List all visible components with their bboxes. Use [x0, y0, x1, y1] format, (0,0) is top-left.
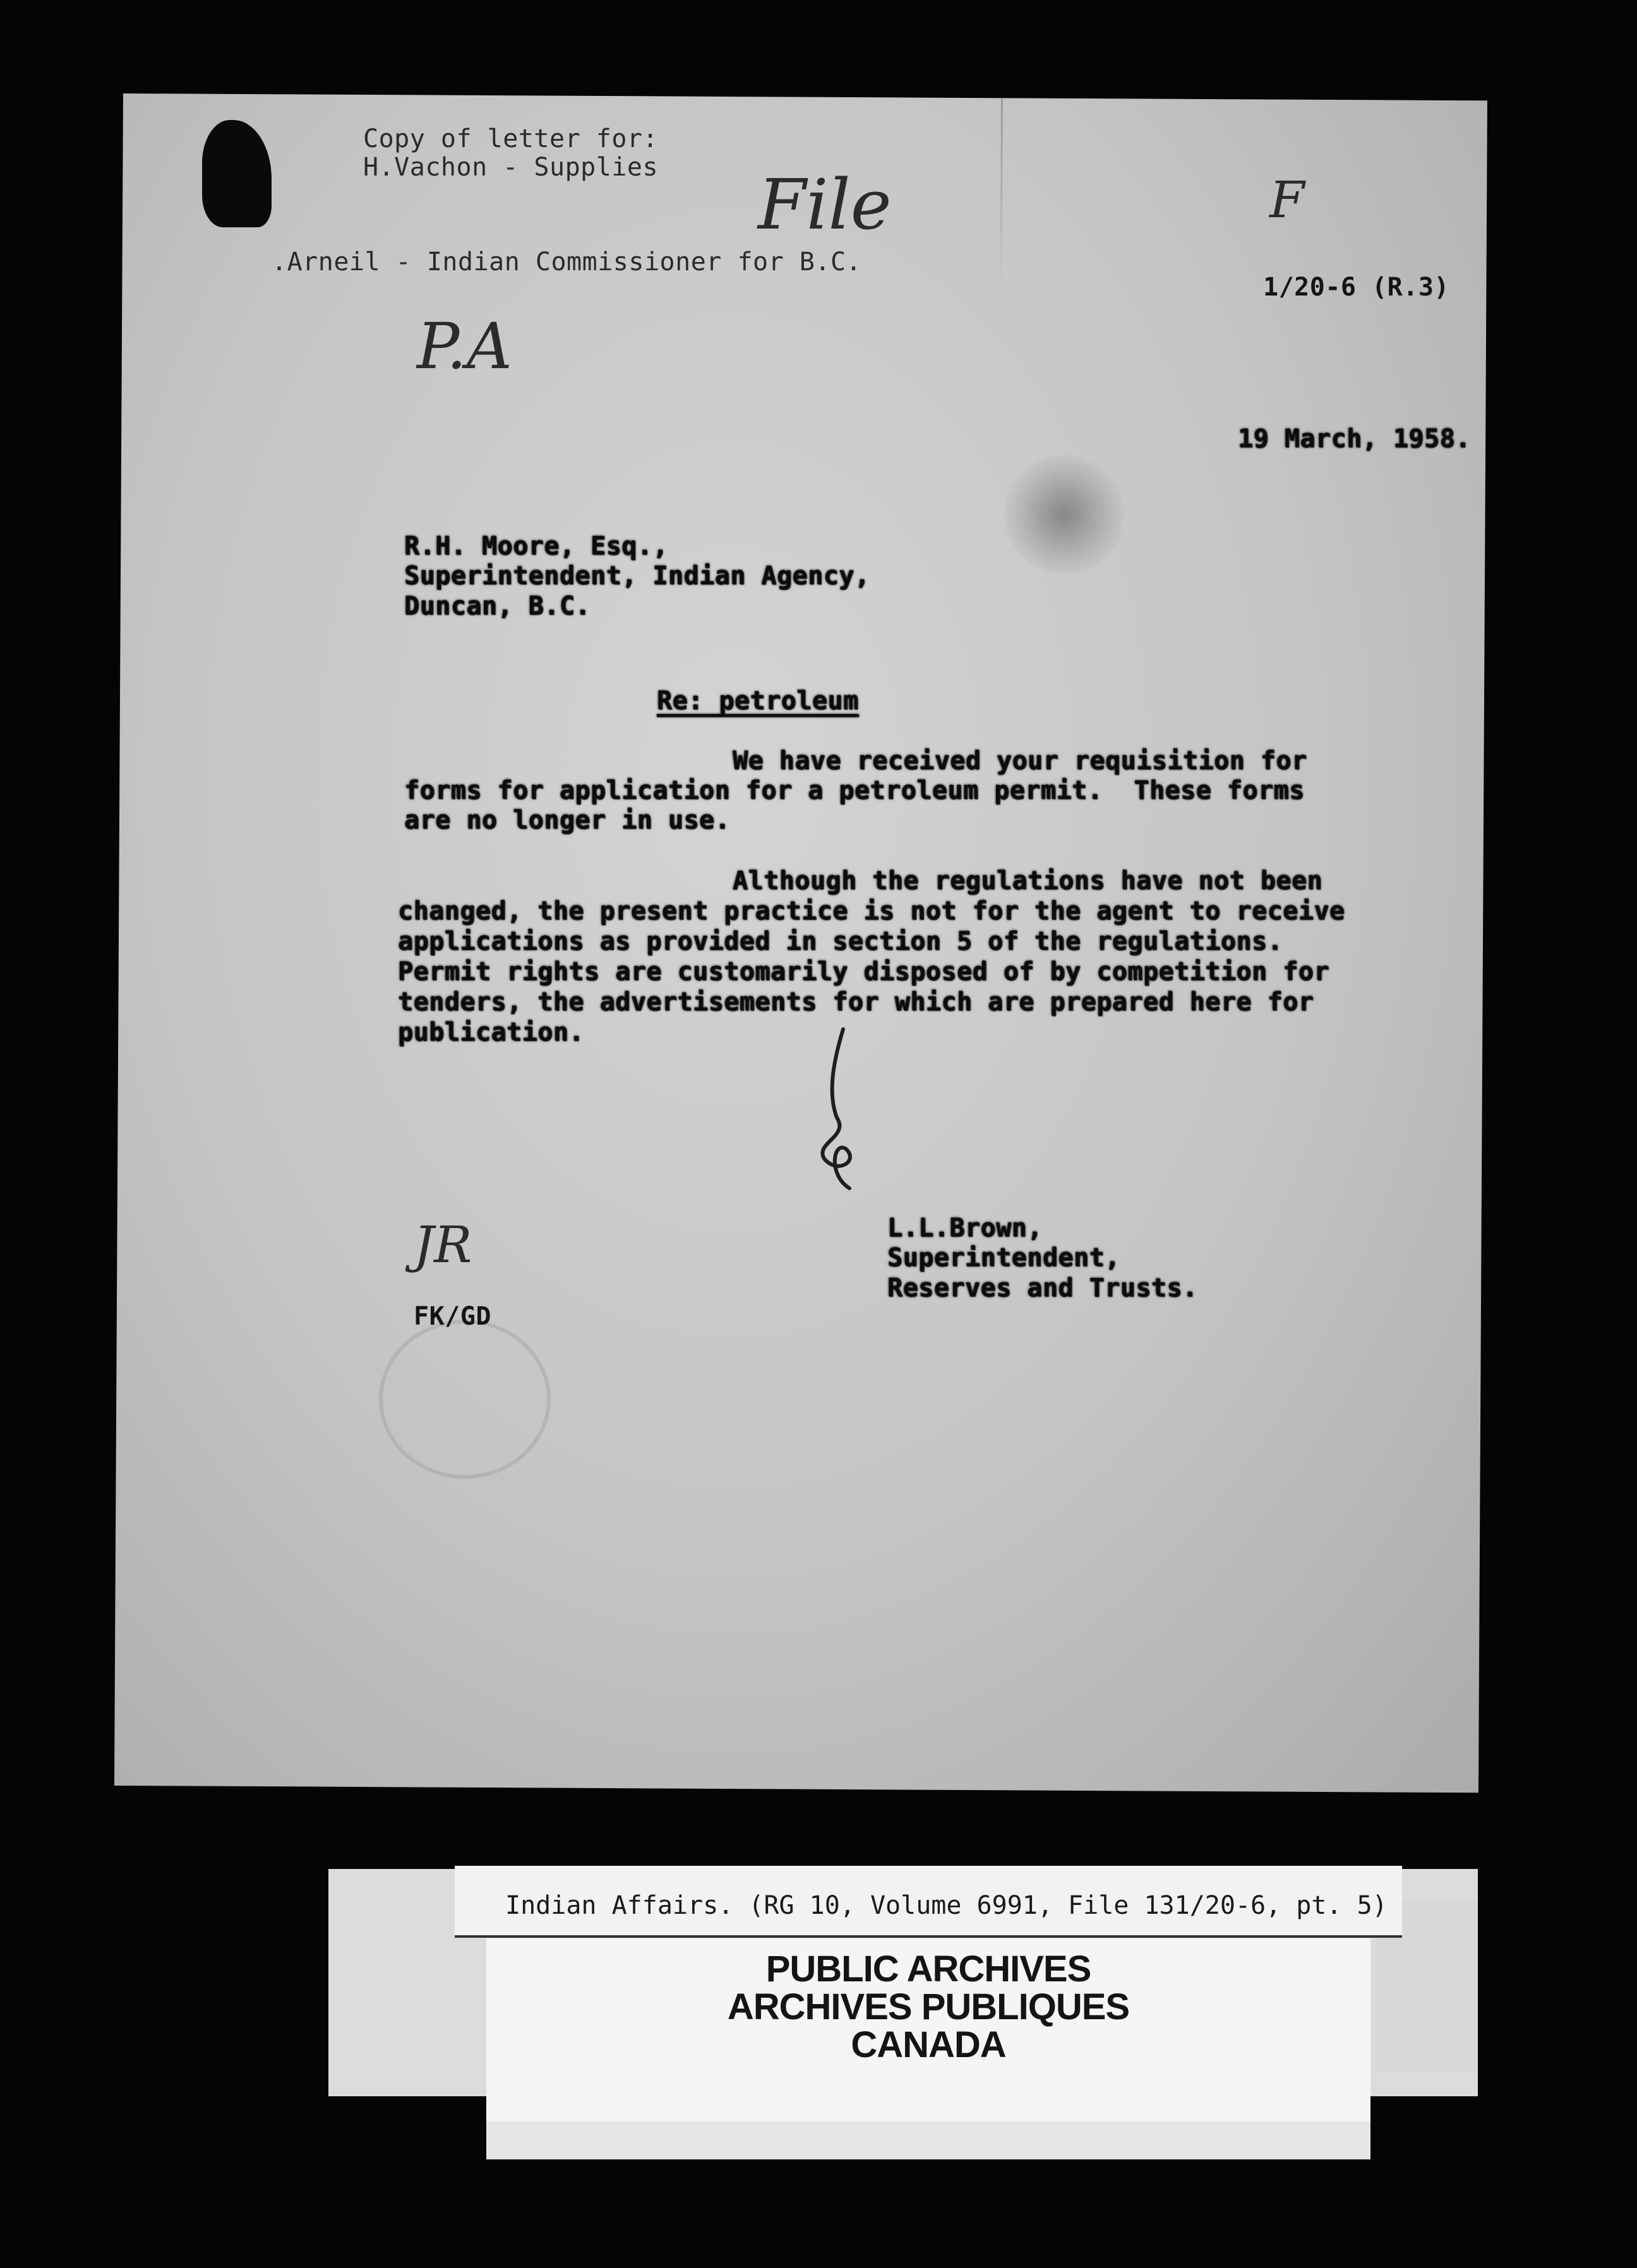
copy-recipient-1: H.Vachon - Supplies: [363, 153, 659, 182]
letter-date: 19 March, 1958.: [1238, 424, 1471, 453]
ink-smudge: [1004, 455, 1124, 575]
archive-name-french: ARCHIVES PUBLIQUES: [727, 1986, 1130, 2027]
fold-line: [1000, 98, 1003, 287]
handwritten-initials: JR: [414, 1215, 472, 1274]
archive-label-bottom: [486, 2122, 1370, 2159]
signatory-branch: Reserves and Trusts.: [887, 1274, 1198, 1303]
signatory-name: L.L.Brown,: [887, 1214, 1043, 1243]
handwritten-corner-mark: F: [1269, 170, 1305, 229]
copy-header: Copy of letter for:: [363, 124, 659, 153]
file-number: 1/20-6 (R.3): [1263, 273, 1449, 302]
reference-initials: FK/GD: [414, 1302, 491, 1331]
paragraph-2-line-2: changed, the present practice is not for the agent to receive: [398, 897, 1345, 926]
addressee-title: Superintendent, Indian Agency,: [404, 561, 870, 590]
paragraph-1-line-1: We have received your requisition for: [733, 746, 1307, 775]
paragraph-1-line-3: are no longer in use.: [404, 806, 731, 835]
paragraph-2-line-3: applications as provided in section 5 of the regulations.: [398, 927, 1283, 956]
paragraph-2-line-4: Permit rights are customarily disposed of by competition for: [398, 957, 1329, 986]
paragraph-2-line-5: tenders, the advertisements for which are prepared here for: [398, 988, 1314, 1017]
copy-recipient-2: .Arneil - Indian Commissioner for B.C.: [272, 248, 862, 277]
letter-subject: Re: petroleum: [657, 686, 859, 715]
paragraph-2-line-6: publication.: [398, 1018, 584, 1047]
handwritten-signature: [789, 1023, 884, 1193]
archive-country: CANADA: [851, 2024, 1006, 2065]
signatory-title: Superintendent,: [887, 1243, 1120, 1272]
addressee-location: Duncan, B.C.: [404, 592, 591, 621]
faded-stamp: [379, 1320, 551, 1479]
handwritten-file-note: File: [758, 164, 892, 245]
handwritten-pa-note: P.A: [417, 309, 513, 383]
addressee-name: R.H. Moore, Esq.,: [404, 532, 668, 561]
archive-reference: Indian Affairs. (RG 10, Volume 6991, File 131/20-6, pt. 5): [505, 1891, 1388, 1920]
paragraph-2-line-1: Although the regulations have not been: [733, 866, 1323, 895]
paragraph-1-line-2: forms for application for a petroleum permit. These forms: [404, 776, 1305, 805]
archive-name-english: PUBLIC ARCHIVES: [765, 1949, 1091, 1990]
